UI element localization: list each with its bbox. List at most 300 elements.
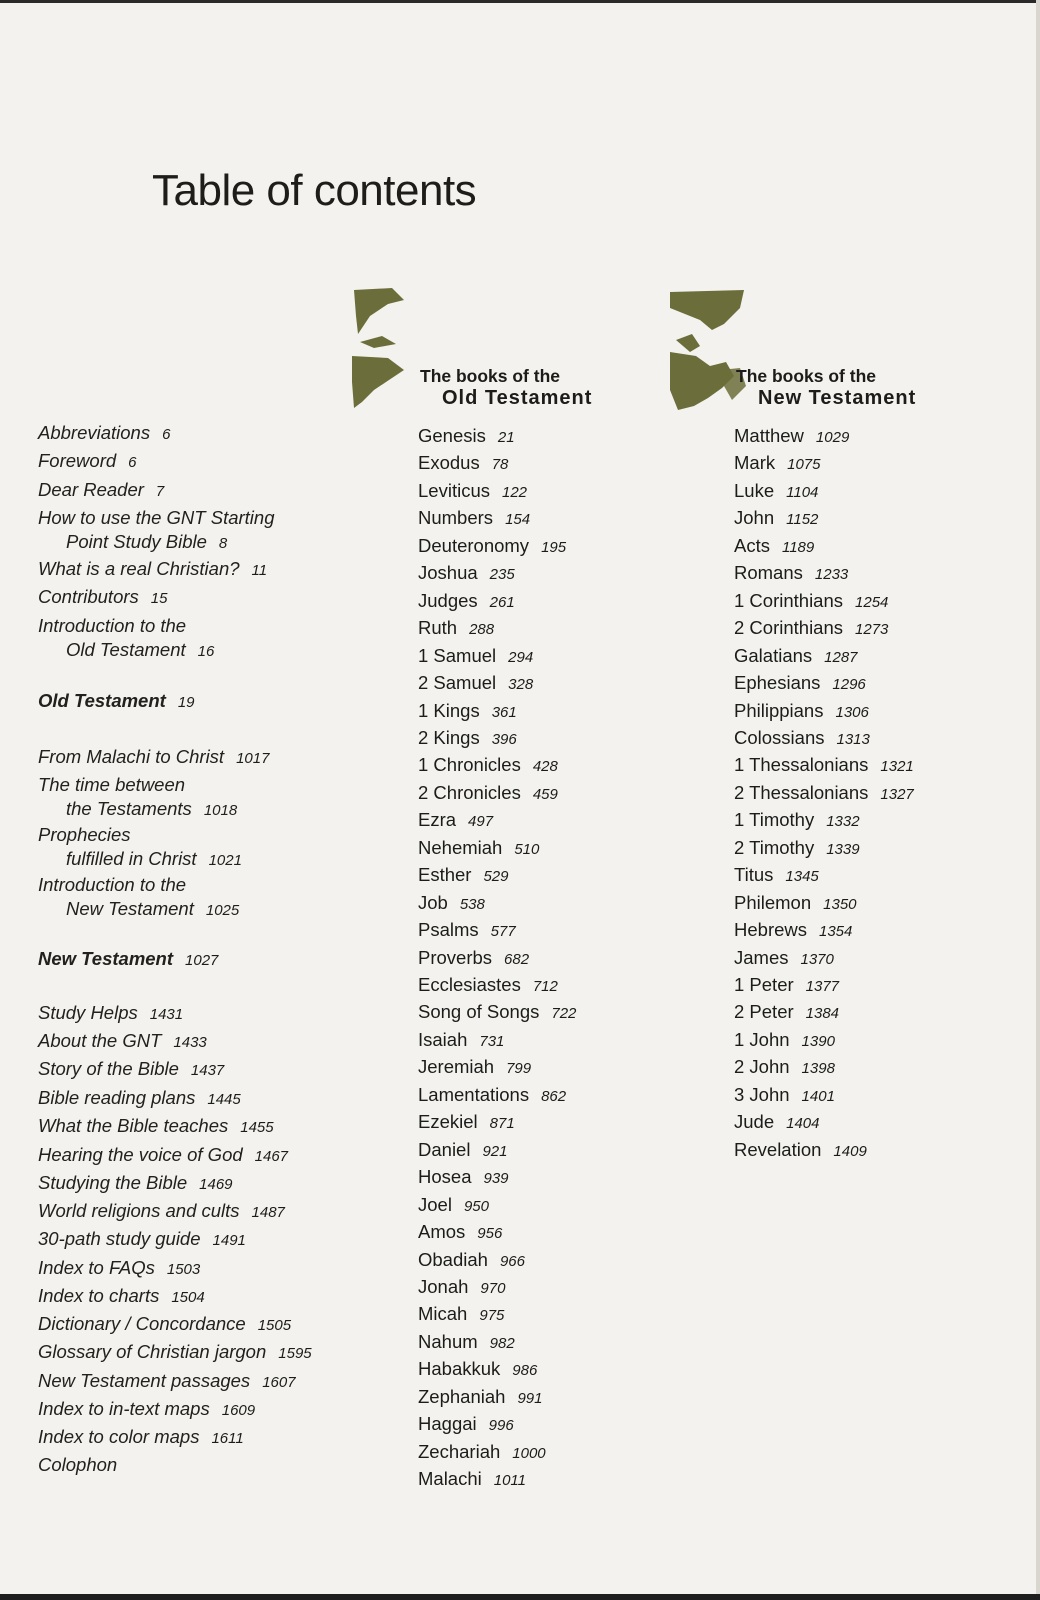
ot-book-page-number: 122 — [501, 483, 528, 501]
front-matter-title: How to use the GNT Starting — [38, 507, 275, 528]
nt-book-title: 2 John — [734, 1056, 790, 1078]
front-matter-title: Studying the Bible — [38, 1172, 188, 1193]
ot-book-entry[interactable] — [418, 1139, 507, 1163]
front-matter-title: Introduction to the — [38, 874, 187, 895]
front-matter-page-number: 6 — [162, 426, 171, 443]
ot-book-entry[interactable] — [418, 535, 566, 559]
front-matter-entry[interactable] — [38, 746, 269, 770]
ot-book-page-number: 991 — [517, 1389, 543, 1407]
front-matter-page-number: 16 — [197, 643, 215, 660]
nt-book-entry[interactable] — [734, 727, 870, 751]
ot-book-entry[interactable] — [418, 727, 517, 751]
ot-book-page-number: 921 — [482, 1142, 508, 1160]
front-matter-title: Index to in-text maps — [38, 1398, 210, 1419]
front-matter-title: Bible reading plans — [38, 1087, 196, 1108]
front-matter-page-number: 1491 — [212, 1232, 246, 1249]
front-matter-page-number: 1445 — [207, 1091, 241, 1108]
ot-book-title: Esther — [418, 864, 472, 886]
ot-book-entry[interactable] — [418, 1166, 509, 1190]
ot-book-entry[interactable] — [418, 1468, 526, 1492]
front-matter-page-number: 1431 — [149, 1006, 184, 1023]
front-matter-page-number: 7 — [155, 483, 165, 500]
nt-book-entry[interactable] — [734, 645, 858, 669]
front-matter-title: Hearing the voice of God — [38, 1144, 243, 1165]
nt-book-title: 3 John — [734, 1083, 790, 1105]
nt-book-title: Jude — [734, 1111, 775, 1133]
ot-book-title: Joel — [418, 1193, 452, 1215]
ot-book-title: Ezra — [418, 809, 457, 831]
front-matter-title: New Testament passages — [38, 1370, 251, 1391]
front-matter-entry[interactable] — [38, 1257, 200, 1281]
nt-book-page-number: 1104 — [786, 483, 819, 501]
ot-book-title: Ecclesiastes — [418, 974, 521, 995]
nt-book-entry[interactable] — [734, 919, 852, 943]
nt-book-title: 2 Corinthians — [734, 617, 844, 639]
front-matter-page-number: 1017 — [236, 750, 270, 767]
nt-book-page-number: 1398 — [801, 1060, 835, 1078]
nt-book-title: Matthew — [734, 425, 804, 446]
front-matter-page-number: 1469 — [199, 1176, 233, 1193]
ot-book-entry[interactable] — [418, 1303, 504, 1327]
front-matter-title: World religions and cults — [38, 1200, 240, 1221]
ot-book-entry[interactable] — [418, 1441, 546, 1465]
ot-book-title: Amos — [418, 1221, 466, 1243]
front-matter-title: Index to FAQs — [38, 1257, 155, 1278]
nt-book-title: 2 Thessalonians — [734, 781, 869, 803]
ot-book-entry[interactable] — [418, 809, 493, 833]
ot-book-page-number: 396 — [491, 730, 517, 748]
ot-book-entry[interactable] — [418, 782, 558, 806]
front-matter-page-number: 1467 — [254, 1148, 289, 1165]
nt-book-title: Galatians — [734, 644, 813, 666]
front-matter-entry[interactable] — [38, 1172, 233, 1196]
new-testament-heading — [736, 366, 916, 410]
ot-book-page-number: 712 — [532, 978, 558, 995]
front-matter-page-number: 1021 — [208, 852, 242, 869]
front-matter-entry[interactable] — [38, 824, 242, 872]
ot-book-entry[interactable] — [418, 864, 509, 888]
ot-book-title: Haggai — [418, 1413, 477, 1435]
ot-book-page-number: 1000 — [512, 1444, 546, 1462]
front-matter-page-number: 1505 — [257, 1317, 292, 1334]
nt-book-title: 1 John — [734, 1028, 790, 1050]
ot-book-title: Daniel — [418, 1138, 471, 1160]
ot-book-entry[interactable] — [418, 1029, 504, 1053]
nt-book-title: Titus — [734, 864, 774, 886]
nt-book-page-number: 1345 — [785, 868, 819, 886]
nt-book-title: Colossians — [734, 726, 825, 748]
ot-book-title: Joshua — [418, 562, 478, 584]
front-matter-title: Index to charts — [38, 1285, 160, 1306]
front-matter-entry[interactable] — [38, 1200, 285, 1224]
front-matter-title: Colophon — [38, 1454, 118, 1475]
ot-book-title: 2 Samuel — [418, 672, 497, 694]
front-matter-page-number: 1607 — [262, 1374, 296, 1391]
nt-book-title: 1 Timothy — [734, 809, 815, 831]
ot-book-entry[interactable] — [418, 425, 515, 449]
ot-book-entry[interactable] — [418, 919, 516, 943]
ot-book-title: Ezekiel — [418, 1111, 478, 1133]
nt-book-page-number: 1306 — [835, 703, 869, 721]
page-edge — [1036, 0, 1040, 1600]
front-matter-title: Study Helps — [38, 1002, 138, 1023]
nt-book-title: Ephesians — [734, 672, 821, 694]
nt-book-page-number: 1339 — [826, 840, 860, 858]
nt-book-page-number: 1233 — [814, 566, 849, 584]
nt-book-page-number: 1350 — [823, 895, 857, 913]
front-matter-title: Abbreviations — [38, 422, 151, 443]
nt-book-title: 2 Peter — [734, 1001, 794, 1023]
front-matter-entry[interactable] — [38, 1002, 183, 1026]
ot-book-title: Ruth — [418, 617, 458, 639]
ot-book-title: Isaiah — [418, 1028, 468, 1050]
nt-book-page-number: 1287 — [824, 648, 858, 666]
nt-book-page-number: 1313 — [836, 730, 870, 748]
ot-book-page-number: 722 — [551, 1005, 577, 1023]
ot-book-entry[interactable] — [418, 1413, 514, 1437]
ot-book-page-number: 956 — [477, 1225, 503, 1243]
front-matter-title-continued: New Testament 1025 — [66, 898, 240, 919]
ot-book-entry[interactable] — [418, 590, 515, 614]
front-matter-entry[interactable] — [38, 1313, 291, 1337]
front-matter-title: Contributors — [38, 586, 139, 607]
front-matter-title-continued: fulfilled in Christ 1021 — [66, 848, 242, 869]
nt-book-page-number: 1152 — [786, 511, 819, 529]
ot-book-page-number: 577 — [490, 923, 516, 941]
ot-book-title: 1 Kings — [418, 699, 480, 721]
nt-book-entry[interactable] — [734, 700, 869, 724]
ot-book-entry[interactable] — [418, 1331, 515, 1355]
nt-book-title: 1 Peter — [734, 974, 794, 995]
ot-book-page-number: 970 — [480, 1279, 506, 1297]
ot-book-page-number: 21 — [497, 429, 515, 446]
nt-book-page-number: 1321 — [880, 758, 914, 776]
front-matter-page-number: 1611 — [211, 1430, 244, 1447]
front-matter-page-number: 19 — [177, 694, 195, 711]
ot-book-title: Nehemiah — [418, 836, 503, 858]
nt-book-title: Hebrews — [734, 919, 807, 941]
ot-book-entry[interactable] — [418, 562, 515, 586]
front-matter-page-number: 15 — [150, 590, 168, 607]
nt-heading-line1: The books of the — [736, 366, 876, 386]
ot-book-entry[interactable] — [418, 837, 539, 861]
front-matter-entry[interactable] — [38, 422, 170, 446]
nt-book-entry[interactable] — [734, 535, 814, 559]
nt-book-page-number: 1370 — [800, 950, 834, 968]
ot-book-entry[interactable] — [418, 1111, 515, 1135]
nt-book-entry[interactable] — [734, 1139, 867, 1163]
nt-book-page-number: 1354 — [819, 923, 853, 941]
nt-book-entry[interactable] — [734, 617, 888, 641]
page-title: Table of contents — [152, 166, 477, 215]
ot-book-title: 2 Kings — [418, 726, 480, 748]
front-matter-entry[interactable] — [38, 1398, 255, 1422]
nt-book-entry[interactable] — [734, 672, 866, 696]
ot-book-title: Hosea — [418, 1166, 472, 1188]
front-matter-title: Story of the Bible — [38, 1058, 179, 1079]
ot-book-entry[interactable] — [418, 947, 529, 971]
ot-book-page-number: 235 — [489, 566, 515, 584]
ot-book-entry[interactable] — [418, 1358, 537, 1382]
ot-book-page-number: 682 — [504, 950, 530, 968]
ot-book-entry[interactable] — [418, 892, 485, 916]
front-matter-title: Foreword — [38, 450, 117, 471]
ot-book-title: Deuteronomy — [418, 534, 530, 556]
nt-book-page-number: 1327 — [880, 785, 914, 803]
front-matter-entry[interactable] — [38, 558, 267, 582]
front-matter-entry[interactable] — [38, 1058, 224, 1082]
old-testament-art — [352, 286, 422, 416]
nt-book-page-number: 1029 — [815, 429, 850, 446]
front-matter-title-continued: Point Study Bible 8 — [66, 531, 228, 552]
ot-book-entry[interactable] — [418, 1276, 505, 1300]
ot-book-page-number: 996 — [488, 1417, 514, 1435]
nt-book-entry[interactable] — [734, 782, 914, 806]
front-matter-title-continued: Old Testament 16 — [66, 639, 215, 660]
nt-book-entry[interactable] — [734, 837, 860, 861]
front-matter-entry[interactable] — [38, 874, 239, 922]
nt-book-title: Romans — [734, 562, 803, 584]
front-matter-entry[interactable] — [38, 450, 136, 474]
front-matter-title-continued: the Testaments 1018 — [66, 798, 238, 819]
front-matter-entry[interactable] — [38, 1370, 296, 1394]
nt-book-title: John — [734, 507, 775, 529]
ot-book-title: Micah — [418, 1303, 468, 1325]
nt-book-page-number: 1332 — [826, 813, 860, 831]
ot-book-title: Genesis — [418, 425, 486, 446]
nt-book-entry[interactable] — [734, 562, 848, 586]
front-matter-title: Old Testament — [38, 690, 166, 711]
ot-book-title: Song of Songs — [418, 1001, 540, 1023]
front-matter-entry[interactable] — [38, 1285, 205, 1309]
ot-heading-line1: The books of the — [420, 366, 560, 386]
ot-book-entry[interactable] — [418, 507, 530, 531]
front-matter-entry[interactable] — [38, 615, 214, 663]
ot-book-entry[interactable] — [418, 1084, 566, 1108]
front-matter-entry[interactable] — [38, 1341, 312, 1365]
ot-book-page-number: 966 — [499, 1252, 525, 1270]
nt-book-page-number: 1296 — [832, 676, 866, 694]
nt-book-page-number: 1401 — [801, 1087, 835, 1105]
ot-book-page-number: 975 — [479, 1307, 505, 1325]
ot-book-page-number: 799 — [506, 1060, 532, 1078]
nt-book-entry[interactable] — [734, 1084, 835, 1108]
ot-book-page-number: 529 — [483, 868, 509, 886]
ot-book-title: Zephaniah — [418, 1385, 506, 1407]
nt-heading-line2: New Testament — [758, 387, 917, 409]
front-matter-page-number: 6 — [128, 454, 137, 471]
front-matter-entry[interactable] — [38, 774, 237, 822]
nt-book-title: Philemon — [734, 891, 812, 913]
front-matter-page-number: 1025 — [205, 902, 240, 919]
nt-book-page-number: 1273 — [855, 621, 889, 639]
ot-book-title: Psalms — [418, 919, 479, 941]
ot-book-page-number: 428 — [532, 758, 558, 776]
nt-book-title: 2 Timothy — [734, 836, 815, 858]
ot-book-entry[interactable] — [418, 1056, 531, 1080]
ot-book-page-number: 459 — [532, 785, 558, 803]
front-matter-entry[interactable] — [38, 479, 164, 503]
ot-book-title: Leviticus — [418, 479, 490, 501]
nt-book-title: Acts — [734, 534, 770, 556]
nt-book-page-number: 1384 — [805, 1005, 840, 1023]
ot-book-title: Obadiah — [418, 1248, 488, 1270]
nt-book-entry[interactable] — [734, 1001, 839, 1025]
front-matter-title: Introduction to the — [38, 615, 187, 636]
ot-book-title: Lamentations — [418, 1083, 530, 1105]
ot-book-title: Zechariah — [418, 1440, 501, 1462]
ot-book-entry[interactable] — [418, 1194, 489, 1218]
nt-book-page-number: 1254 — [855, 593, 889, 611]
nt-book-entry[interactable] — [734, 947, 834, 971]
nt-book-title: Philippians — [734, 699, 824, 721]
nt-book-entry[interactable] — [734, 452, 821, 476]
front-matter-entry[interactable] — [38, 1030, 207, 1054]
ot-book-entry[interactable] — [418, 700, 517, 724]
front-matter-entry[interactable] — [38, 1087, 241, 1111]
front-matter-page-number: 1018 — [203, 802, 238, 819]
old-testament-heading — [420, 366, 592, 410]
ot-book-page-number: 939 — [483, 1170, 509, 1188]
ot-book-title: Proverbs — [418, 946, 493, 968]
ot-book-entry[interactable] — [418, 645, 533, 669]
front-matter-title: What is a real Christian? — [38, 558, 240, 579]
ot-book-page-number: 328 — [508, 676, 534, 694]
front-matter-entry[interactable] — [38, 507, 275, 555]
front-matter-title: Prophecies — [38, 824, 131, 845]
ot-book-title: 2 Chronicles — [418, 781, 521, 803]
front-matter-page-number: 1027 — [185, 952, 219, 969]
ot-book-entry[interactable] — [418, 1001, 576, 1025]
nt-book-entry[interactable] — [734, 809, 860, 833]
nt-book-entry[interactable] — [734, 864, 819, 888]
nt-book-entry[interactable] — [734, 892, 857, 916]
nt-book-entry[interactable] — [734, 1056, 835, 1080]
front-matter-entry[interactable] — [38, 1454, 117, 1478]
ot-book-title: 1 Chronicles — [418, 754, 521, 776]
front-matter-title: The time between — [38, 774, 186, 795]
nt-book-title: 1 Thessalonians — [734, 754, 869, 776]
front-matter-page-number: 1595 — [278, 1345, 312, 1362]
ot-book-page-number: 538 — [459, 895, 485, 913]
ot-book-title: Numbers — [418, 507, 494, 529]
ot-book-page-number: 982 — [489, 1334, 515, 1352]
nt-book-entry[interactable] — [734, 480, 818, 504]
front-matter-entry[interactable] — [38, 1426, 244, 1450]
ot-heading-line2: Old Testament — [442, 387, 593, 409]
ot-book-title: Exodus — [418, 452, 480, 474]
nt-book-title: Luke — [734, 479, 775, 501]
front-matter-entry[interactable] — [38, 1228, 246, 1252]
front-matter-page-number: 1503 — [166, 1261, 201, 1278]
front-matter-page-number: 1437 — [190, 1062, 225, 1079]
ot-book-page-number: 154 — [505, 511, 531, 529]
ot-book-page-number: 731 — [479, 1032, 505, 1050]
ot-book-entry[interactable] — [418, 452, 508, 476]
nt-book-page-number: 1409 — [833, 1142, 867, 1160]
ot-book-title: Jeremiah — [418, 1056, 495, 1078]
ot-book-entry[interactable] — [418, 617, 494, 641]
ot-book-title: Malachi — [418, 1468, 482, 1490]
ot-book-title: 1 Samuel — [418, 644, 497, 666]
nt-book-title: Revelation — [734, 1138, 822, 1160]
front-matter-title: About the GNT — [38, 1030, 162, 1051]
ot-book-page-number: 950 — [463, 1197, 489, 1215]
ot-book-page-number: 510 — [514, 840, 540, 858]
nt-book-entry[interactable] — [734, 507, 818, 531]
ot-book-title: Jonah — [418, 1275, 469, 1297]
nt-book-entry[interactable] — [734, 1029, 835, 1053]
ot-book-page-number: 261 — [489, 593, 515, 611]
ot-book-page-number: 497 — [468, 813, 494, 831]
ot-book-page-number: 294 — [508, 648, 534, 666]
ot-book-title: Judges — [418, 589, 478, 611]
front-matter-title: Dictionary / Concordance — [38, 1313, 246, 1334]
front-matter-page-number: 1433 — [173, 1034, 207, 1051]
ot-book-entry[interactable] — [418, 1221, 502, 1245]
nt-book-title: Mark — [734, 452, 776, 474]
nt-book-entry[interactable] — [734, 754, 914, 778]
ot-book-page-number: 986 — [512, 1362, 538, 1380]
front-matter-page-number: 1504 — [171, 1289, 205, 1306]
nt-book-entry[interactable] — [734, 590, 888, 614]
ot-book-title: Nahum — [418, 1330, 478, 1352]
front-matter-title: Glossary of Christian jargon — [38, 1341, 267, 1362]
front-matter-title: From Malachi to Christ — [38, 746, 225, 767]
front-matter-page-number: 1487 — [251, 1204, 285, 1221]
ot-book-page-number: 78 — [491, 456, 509, 474]
front-matter-entry[interactable] — [38, 1115, 274, 1139]
front-matter-entry[interactable] — [38, 948, 218, 972]
front-matter-entry[interactable] — [38, 1144, 288, 1168]
ot-book-page-number: 361 — [491, 703, 517, 721]
ot-book-entry[interactable] — [418, 672, 533, 696]
top-edge — [0, 0, 1040, 3]
nt-book-title: 1 Corinthians — [734, 589, 844, 611]
nt-book-entry[interactable] — [734, 974, 839, 998]
ot-book-page-number: 1011 — [493, 1472, 527, 1490]
front-matter-title: Dear Reader — [38, 479, 144, 500]
nt-book-page-number: 1390 — [801, 1032, 835, 1050]
front-matter-page-number: 8 — [218, 535, 228, 552]
ot-book-page-number: 195 — [541, 538, 567, 556]
front-matter-title: New Testament — [38, 948, 174, 969]
ot-book-page-number: 288 — [469, 621, 495, 639]
bottom-edge — [0, 1594, 1040, 1600]
front-matter-page-number: 1455 — [240, 1119, 274, 1136]
front-matter-title: Index to color maps — [38, 1426, 200, 1447]
front-matter-title: 30-path study guide — [38, 1228, 201, 1249]
ot-book-entry[interactable] — [418, 480, 527, 504]
ot-book-entry[interactable] — [418, 1386, 542, 1410]
front-matter-entry[interactable] — [38, 690, 195, 714]
nt-book-page-number: 1404 — [786, 1115, 820, 1133]
nt-book-page-number: 1189 — [781, 538, 815, 556]
ot-book-entry[interactable] — [418, 974, 558, 998]
ot-book-page-number: 871 — [489, 1115, 515, 1133]
nt-book-entry[interactable] — [734, 425, 849, 449]
front-matter-title: What the Bible teaches — [38, 1115, 229, 1136]
ot-book-entry[interactable] — [418, 1249, 525, 1273]
ot-book-title: Job — [418, 891, 448, 913]
nt-book-entry[interactable] — [734, 1111, 820, 1135]
front-matter-page-number: 1609 — [221, 1402, 256, 1419]
nt-book-title: James — [734, 946, 789, 968]
front-matter-entry[interactable] — [38, 586, 167, 610]
front-matter-page-number: 11 — [251, 562, 268, 579]
ot-book-entry[interactable] — [418, 754, 558, 778]
nt-book-page-number: 1377 — [805, 978, 840, 995]
